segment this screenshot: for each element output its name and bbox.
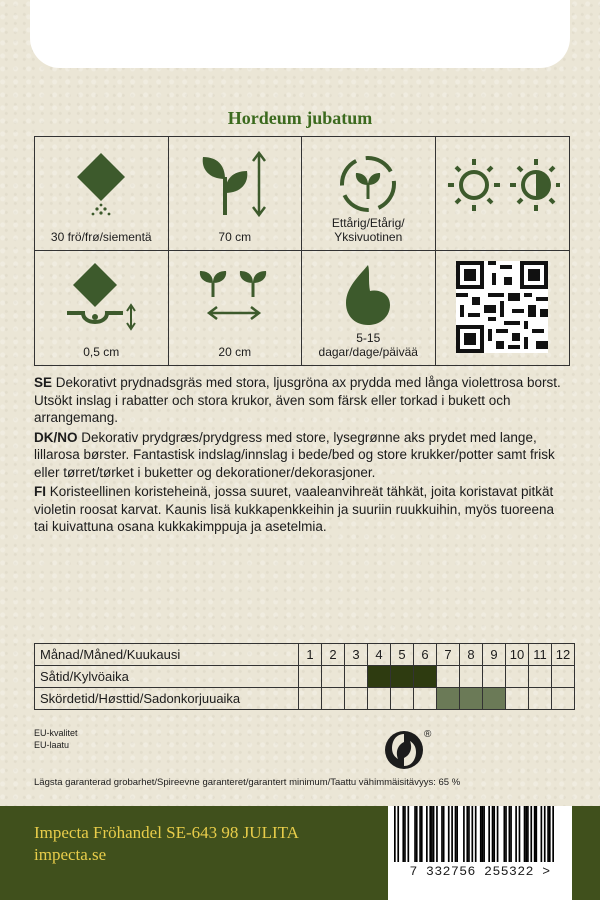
month-cell-6 — [414, 688, 437, 710]
barcode-bar — [527, 806, 529, 862]
month-cell-5 — [391, 688, 414, 710]
eu-quality: EU-kvalitet EU-laatu — [34, 728, 78, 750]
plant-height-icon — [195, 149, 275, 219]
month-cell-7 — [437, 666, 460, 688]
sowing-depth-icon — [61, 261, 141, 335]
harvest-row-label: Skördetid/Høsttid/Sadonkorjuuaika — [35, 688, 299, 710]
svg-text:®: ® — [424, 729, 432, 740]
barcode-bar — [544, 806, 546, 862]
barcode-bar — [433, 806, 435, 862]
barcode-bar — [402, 806, 404, 862]
sowing-depth-label: 0,5 cm — [83, 345, 120, 359]
month-cell-7 — [437, 688, 460, 710]
annual-cycle-icon — [333, 149, 403, 219]
sowing-row — [35, 666, 575, 688]
spacing-cell — [169, 251, 303, 365]
month-3: 3 — [345, 644, 368, 666]
qr-cell — [436, 251, 570, 365]
icon-grid — [34, 136, 570, 366]
seed-count-cell — [35, 137, 169, 251]
month-cell-2 — [322, 666, 345, 688]
month-cell-6 — [414, 666, 437, 688]
barcode-bar — [483, 806, 485, 862]
barcode-bar — [530, 806, 532, 862]
barcode-bar — [534, 806, 536, 862]
germination-guarantee: Lägsta garanterad grobarhet/Spireevne garanteret/garantert minimum/Taattu vähimmäisitävyys: 65 % — [34, 777, 461, 788]
barcode-bar — [497, 806, 499, 862]
lifecycle-label: Ettårig/Etårig/ Yksivuotinen — [331, 216, 405, 244]
barcode-bar — [549, 806, 551, 862]
month-11: 11 — [529, 644, 552, 666]
height-cell — [169, 137, 303, 251]
barcode-bar — [488, 806, 490, 862]
barcode-bar — [463, 806, 465, 862]
plant-name-title: Hordeum jubatum — [227, 108, 373, 128]
month-cell-4 — [368, 666, 391, 688]
height-label: 70 cm — [218, 230, 252, 244]
barcode-bar — [448, 806, 450, 862]
month-7: 7 — [437, 644, 460, 666]
month-cell-2 — [322, 688, 345, 710]
month-cell-8 — [460, 688, 483, 710]
month-12: 12 — [552, 644, 575, 666]
germination-cell — [302, 251, 436, 365]
harvest-row — [35, 688, 575, 710]
barcode-bar — [466, 806, 468, 862]
spacing-label: 20 cm — [218, 345, 252, 359]
barcode-bar — [456, 806, 458, 862]
barcode-bar — [426, 806, 428, 862]
month-cell-1 — [299, 666, 322, 688]
month-cell-12 — [552, 666, 575, 688]
germination-label: 5-15 dagar/dage/päivää — [318, 331, 418, 359]
barcode-bar — [397, 806, 399, 862]
barcode-bar — [414, 806, 416, 862]
barcode — [388, 806, 572, 900]
barcode-bar — [519, 806, 521, 862]
month-2: 2 — [322, 644, 345, 666]
month-cell-9 — [483, 666, 506, 688]
company-website[interactable]: impecta.se — [34, 845, 107, 864]
barcode-bar — [492, 806, 494, 862]
barcode-bar — [468, 806, 470, 862]
barcode-bar — [451, 806, 453, 862]
barcode-bar — [541, 806, 543, 862]
germination-seed-icon — [338, 261, 398, 331]
barcode-bar — [421, 806, 423, 862]
month-1: 1 — [299, 644, 322, 666]
barcode-bar — [482, 806, 484, 862]
barcode-bar — [431, 806, 433, 862]
sowing-depth-cell — [35, 251, 169, 365]
barcode-bar — [419, 806, 421, 862]
barcode-bar — [429, 806, 431, 862]
month-cell-12 — [552, 688, 575, 710]
seed-count-label: 30 frö/frø/siementä — [50, 230, 152, 244]
barcode-bar — [524, 806, 526, 862]
barcode-bar — [407, 806, 409, 862]
month-8: 8 — [460, 644, 483, 666]
barcode-bar — [515, 806, 517, 862]
barcode-bar — [503, 806, 505, 862]
barcode-bar — [394, 806, 396, 862]
month-cell-11 — [529, 688, 552, 710]
barcode-bar — [416, 806, 418, 862]
month-cell-10 — [506, 688, 529, 710]
barcode-bar — [441, 806, 443, 862]
barcode-bar — [480, 806, 482, 862]
barcode-bar — [436, 806, 438, 862]
barcode-bar — [535, 806, 537, 862]
barcode-bar — [455, 806, 457, 862]
barcode-bar — [475, 806, 477, 862]
month-cell-8 — [460, 666, 483, 688]
lifecycle-cell — [302, 137, 436, 251]
barcode-bar — [471, 806, 473, 862]
company-address: Impecta Fröhandel SE-643 98 JULITA impecta.se — [34, 823, 299, 864]
month-10: 10 — [506, 644, 529, 666]
month-cell-10 — [506, 666, 529, 688]
month-cell-3 — [345, 666, 368, 688]
calendar-header-row — [35, 644, 575, 666]
month-cell-5 — [391, 666, 414, 688]
month-cell-3 — [345, 688, 368, 710]
seed-packet-icon — [71, 151, 131, 221]
sun-cell — [436, 137, 570, 251]
month-9: 9 — [483, 644, 506, 666]
month-4: 4 — [368, 644, 391, 666]
month-5: 5 — [391, 644, 414, 666]
barcode-bar — [552, 806, 554, 862]
barcode-bar — [404, 806, 406, 862]
qr-code-icon[interactable] — [456, 261, 548, 353]
description-dk-no: DK/NO Dekorativ prydgræs/prydgress med store, lysegrønne aks prydet med lange, lillarosa børster. Fantastisk indslag/innslag i bede/bed og store krukker/potter samt frisk eller tørret/tørket i buketter og dekorationer/dekorasjoner. — [34, 429, 555, 480]
month-header: Månad/Måned/Kuukausi — [35, 644, 299, 666]
month-6: 6 — [414, 644, 437, 666]
barcode-bar — [525, 806, 527, 862]
hang-hole — [30, 0, 570, 68]
plant-spacing-icon — [195, 263, 275, 327]
barcode-digits: 7 332756 255322 > — [409, 864, 551, 879]
barcode-bar — [443, 806, 445, 862]
barcode-bar — [509, 806, 511, 862]
barcode-bar — [493, 806, 495, 862]
month-cell-9 — [483, 688, 506, 710]
sun-partial-shade-icon — [442, 151, 562, 221]
barcode-bar — [547, 806, 549, 862]
green-dot-recycling-icon — [384, 728, 436, 772]
description-fi: FI Koristeellinen koristeheinä, jossa suuret, vaaleanvihreät tähkät, joita koristavat pitkät violetin roosat karvat. Kaunis lisä kukkapenkkeihin ja suuriin ruukkuihin, myös tuoreena tai kuivattuna osana kukkakimppuja ja asetelmia. — [34, 484, 555, 534]
barcode-bar — [510, 806, 512, 862]
growing-calendar — [34, 643, 575, 710]
descriptions — [34, 374, 570, 538]
month-cell-1 — [299, 688, 322, 710]
month-cell-11 — [529, 666, 552, 688]
month-cell-4 — [368, 688, 391, 710]
barcode-bar — [505, 806, 507, 862]
description-se: SE Dekorativt prydnadsgräs med stora, ljusgröna ax prydda med långa violettrosa borst. Utsökt inslag i rabatter och stora krukor, även som färsk eller torkad i bukett och arrangemang. — [34, 375, 561, 425]
barcode-bars — [394, 806, 554, 862]
sowing-row-label: Såtid/Kylvöaika — [35, 666, 299, 688]
